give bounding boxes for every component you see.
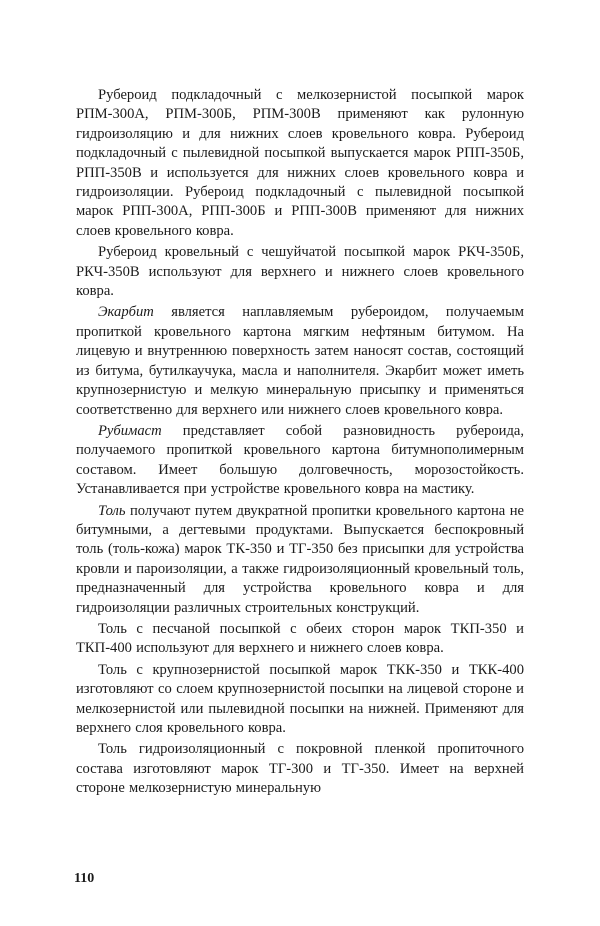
paragraph-text: является наплавляемым рубероидом, получаемым пропиткой кровельного картона мягким нефтяным битумом. На лицевую и внутреннюю поверхность затем наносят состав, состоящий из битума, бутилкаучука, масла и наполнителя. Экарбит может иметь крупнозернистую и мелкую минеральную присыпку и применяться соответственно для верхнего или нижнего слоев кровельного ковра. (76, 304, 524, 418)
paragraph-text: получают путем двукратной пропитки кровельного картона не битумными, а дегтевыми продуктами. Выпускается беспокровный толь (толь-кожа) марок ТК-350 и ТГ-350 без присыпки для устройства кровли и пароизоляции, а также гидроизоляционный кровельный толь, предназначенный для устройства кровельного ковра и для гидроизоляции различных строительных конструкций. (76, 502, 524, 616)
paragraph-text: Рубероид кровельный с чешуйчатой посыпкой марок РКЧ-350Б, РКЧ-350В используют для верхнего и нижнего слоев кровельного ковра. (76, 244, 524, 300)
paragraph-rubimast (76, 422, 524, 500)
body-text (76, 86, 524, 801)
paragraph-tol (76, 502, 524, 618)
paragraph-text: Толь с крупнозернистой посыпкой марок ТКК-350 и ТКК-400 изготовляют со слоем крупнозернистой посыпки на лицевой стороне и мелкозернистой или пылевидной посыпки на нижней. Применяют для верхнего слоя кровельного ковра. (76, 661, 524, 736)
paragraph-text: Рубероид подкладочный с мелкозернистой посыпкой марок РПМ-300А, РПМ-300Б, РПМ-300В применяют как рулонную гидроизоляцию и для нижних слоев кровельного ковра. Рубероид подкладочный с пылевидной посыпкой выпускается марок РПП-350Б, РПП-350В и используется для нижних слоев кровельного ковра и гидроизоляции. Рубероид подкладочный с пылевидной посыпкой марок РПП-300А, РПП-300Б и РПП-300В применяют для нижних слоев кровельного ковра. (76, 87, 524, 239)
paragraph-ruberoid-underlay (76, 86, 524, 241)
term-rubimast: Рубимаст (98, 422, 162, 439)
paragraph-text: представляет собой разновидность рубероида, получаемого пропиткой кровельного картона битумнополимерным составом. Имеет большую долговечность, морозостойкость. Устанавливается при устройстве кровельного ковра на мастику. (76, 422, 524, 498)
paragraph-text: Толь гидроизоляционный с покровной пленкой пропиточного состава изготовляют марок ТГ-300 и ТГ-350. Имеет на верхней стороне мелкозернистую минеральную (76, 741, 524, 797)
paragraph-ruberoid-roofing (76, 243, 524, 301)
paragraph-tol-sand (76, 620, 524, 659)
term-ekarbit: Экарбит (98, 304, 154, 321)
paragraph-ekarbit (76, 303, 524, 419)
page-number: 110 (74, 871, 95, 886)
term-tol: Толь (98, 502, 126, 519)
paragraph-text: Толь с песчаной посыпкой с обеих сторон марок ТКП-350 и ТКП-400 используют для верхнего и нижнего слоев ковра. (76, 620, 524, 657)
paragraph-tol-waterproof (76, 740, 524, 798)
paragraph-tol-coarse (76, 661, 524, 739)
